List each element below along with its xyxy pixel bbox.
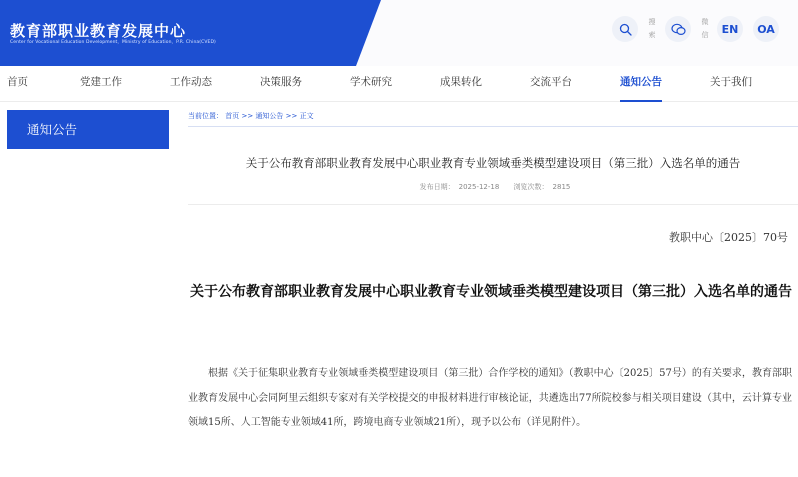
- breadcrumb-current: 正文: [299, 112, 314, 120]
- nav-item-home[interactable]: 首页: [7, 76, 28, 88]
- publish-date-label: 发布日期：: [419, 183, 455, 191]
- site-title[interactable]: 教育部职业教育发展中心: [10, 22, 187, 40]
- breadcrumb-divider: [188, 126, 798, 127]
- sidebar-item-notices[interactable]: 通知公告: [7, 110, 169, 149]
- article-header-title: 关于公布教育部职业教育发展中心职业教育专业领域垂类模型建设项目（第三批）入选名单的通告: [245, 156, 741, 170]
- article-meta: [188, 182, 798, 192]
- site-header: [0, 0, 798, 66]
- nav-active-underline: [620, 100, 662, 102]
- search-button[interactable]: [612, 16, 638, 42]
- search-icon: [619, 23, 632, 36]
- wechat-button[interactable]: [665, 16, 691, 42]
- article-title: 关于公布教育部职业教育发展中心职业教育专业领域垂类模型建设项目（第三批）入选名单的通告: [190, 284, 792, 300]
- publish-date-group: [416, 183, 500, 191]
- oa-button[interactable]: OA: [753, 16, 779, 42]
- nav-item-notices-label: 通知公告: [620, 76, 662, 88]
- breadcrumb: [188, 111, 314, 121]
- nav-item-decision-service[interactable]: 决策服务: [260, 76, 302, 88]
- views-label: 浏览次数：: [513, 183, 549, 191]
- nav-item-achievement-transfer[interactable]: 成果转化: [440, 76, 482, 88]
- wechat-icon: [671, 23, 686, 36]
- document-number: 教职中心〔2025〕70号: [669, 231, 788, 244]
- nav-item-party-building[interactable]: 党建工作: [80, 76, 122, 88]
- article-paragraph: 根据《关于征集职业教育专业领域垂类模型建设项目（第三批）合作学校的通知》（教职中心〔2025〕57号）的有关要求，教育部职业教育发展中心会同阿里云组织专家对有关学校提交的申报材料进行审核论证，共遴选出77所院校参与相关项目建设（其中，云计算专业领域15所、人工智能专业领域41所，跨境电商专业领域21所），现予以公布（详见附件）。: [188, 368, 792, 428]
- main-nav: [0, 66, 798, 102]
- site-subtitle: Center for Vocational Education Development，Ministry of Education，P.R. China(CVED): [10, 40, 216, 45]
- search-label[interactable]: 搜索: [648, 18, 656, 39]
- nav-item-notices[interactable]: [620, 66, 662, 102]
- breadcrumb-separator: >>: [241, 112, 254, 120]
- views-value: 2815: [552, 183, 571, 191]
- publish-date-value: 2025-12-18: [458, 183, 500, 191]
- breadcrumb-separator: >>: [285, 112, 298, 120]
- breadcrumb-home[interactable]: 首页: [225, 112, 240, 120]
- wechat-label[interactable]: 微信: [701, 18, 709, 39]
- language-en-button[interactable]: EN: [717, 16, 743, 42]
- meta-divider: [188, 204, 798, 205]
- nav-item-academic-research[interactable]: 学术研究: [350, 76, 392, 88]
- nav-item-about-us[interactable]: 关于我们: [710, 76, 752, 88]
- breadcrumb-lead: 当前位置：: [188, 112, 223, 120]
- nav-item-exchange-platform[interactable]: 交流平台: [530, 76, 572, 88]
- breadcrumb-notices[interactable]: 通知公告: [255, 112, 284, 120]
- nav-item-work-news[interactable]: 工作动态: [170, 76, 212, 88]
- views-group: [510, 183, 571, 191]
